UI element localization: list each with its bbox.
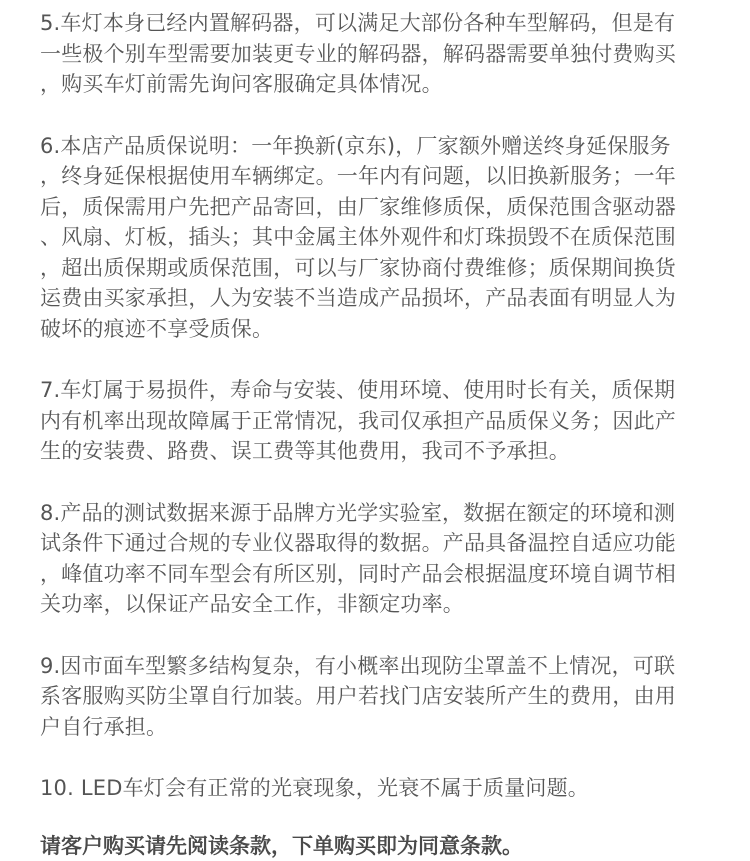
- term-item-8: 8.产品的测试数据来源于品牌方光学实验室，数据在额定的环境和测 试条件下通过合规的专业仪器取得的数据。产品具备温控自适应功能 ，峰值功率不同车型会有所区别，同时产品会根据温度环境自调节相 关功率，以保证产品安全工作，非额定功率。: [40, 498, 710, 620]
- term-item-7: 7.车灯属于易损件，寿命与安装、使用环境、使用时长有关，质保期 内有机率出现故障属于正常情况，我司仅承担产品质保义务；因此产 生的安装费、路费、误工费等其他费用，我司不予承担。: [40, 375, 710, 467]
- term-item-6: 6.本店产品质保说明：一年换新(京东)，厂家额外赠送终身延保服务 ，终身延保根据使用车辆绑定。一年内有问题，以旧换新服务；一年 后，质保需用户先把产品寄回，由厂家维修质保，质保范围含驱动器 、风扇、灯板，插头；其中金属主体外观件和灯珠损毁不在质保范围 ，超出质保期或质保范围，可以与厂家协商付费维修；质保期间换货 运费由买家承担，人为安装不当造成产品损坏，产品表面有明显人为 破坏的痕迹不享受质保。: [40, 131, 710, 345]
- term-item-10: 10. LED车灯会有正常的光衰现象，光衰不属于质量问题。: [40, 773, 710, 804]
- term-item-5: 5.车灯本身已经内置解码器，可以满足大部份各种车型解码，但是有 一些极个别车型需要加装更专业的解码器，解码器需要单独付费购买 ，购买车灯前需先询问客服确定具体情况。: [40, 8, 710, 100]
- term-item-9: 9.因市面车型繁多结构复杂，有小概率出现防尘罩盖不上情况，可联 系客服购买防尘罩自行加装。用户若找门店安装所产生的费用，由用 户自行承担。: [40, 651, 710, 743]
- closing-notice: 请客户购买请先阅读条款，下单购买即为同意条款。: [40, 831, 710, 861]
